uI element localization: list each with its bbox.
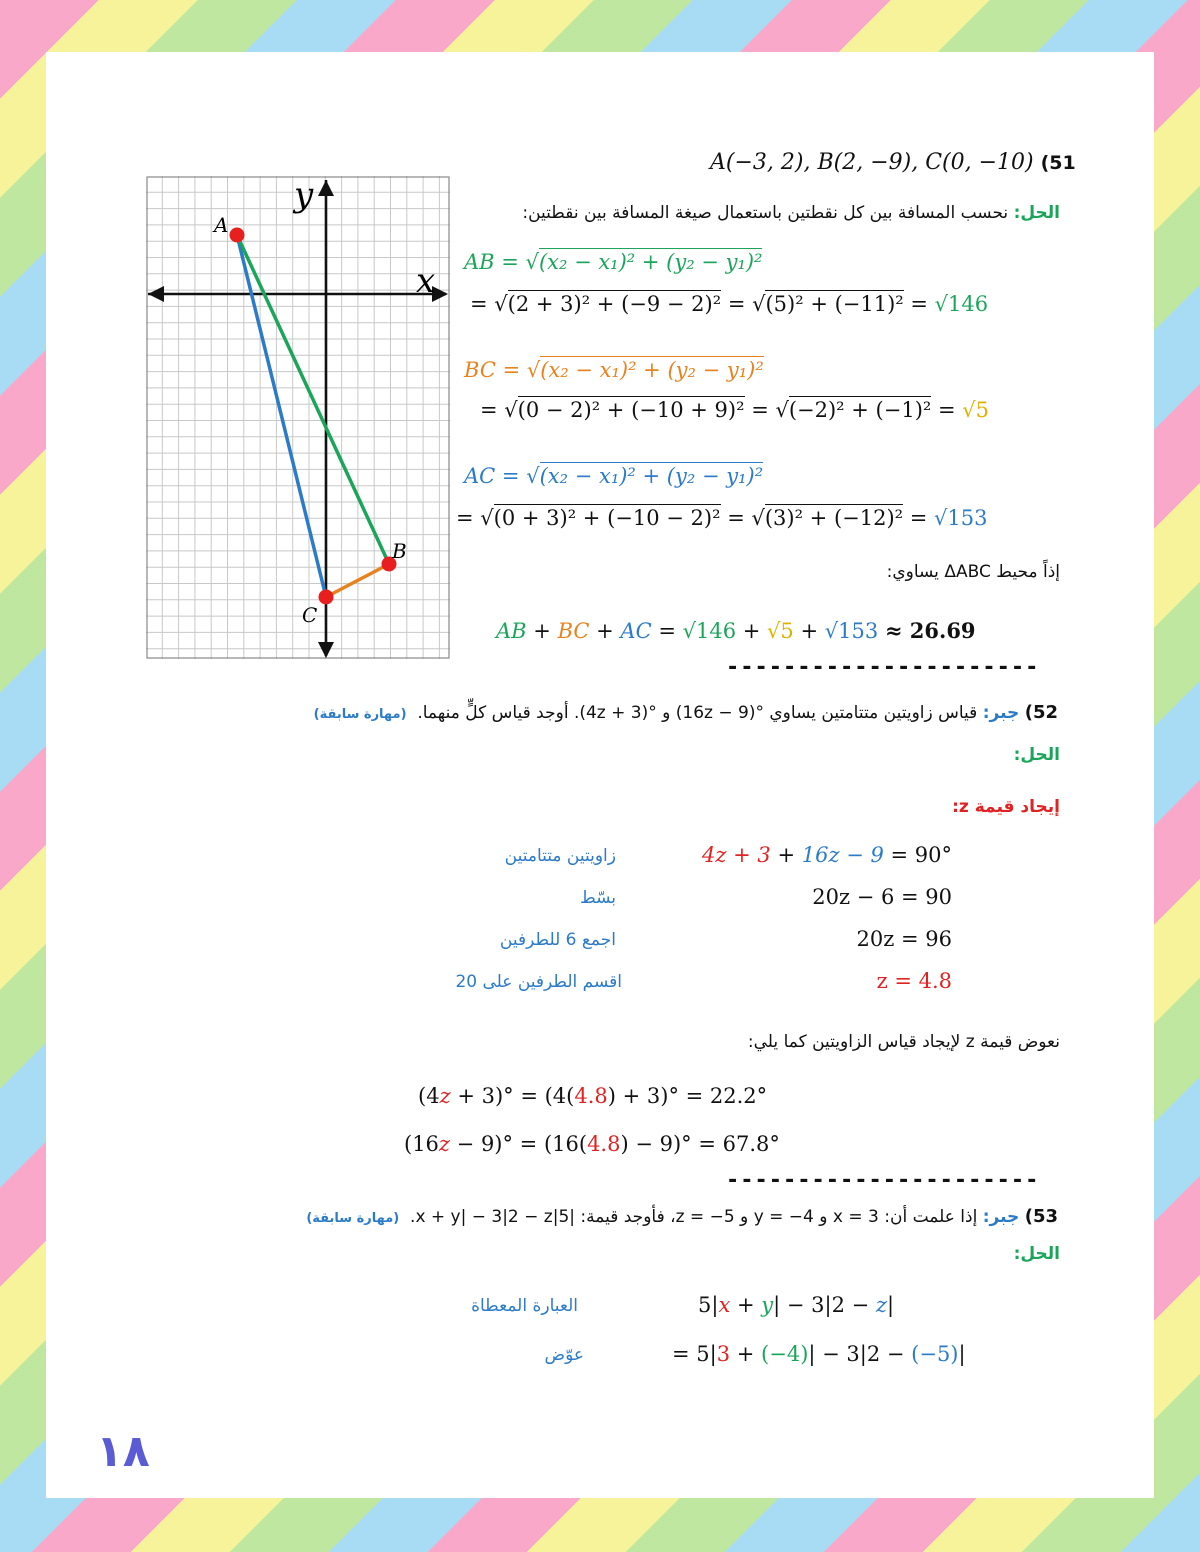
ab-calc-prefix: = √ — [470, 292, 508, 316]
bc-formula-radicand: (x₂ − x₁)² + (y₂ − y₁)² — [540, 358, 764, 382]
perimeter-text: إذاً محيط ΔABC يساوي: — [886, 562, 1060, 582]
problem52-step-4-eq: z = 4.8 — [876, 969, 952, 993]
ab-formula: AB = √(x₂ − x₁)² + (y₂ − y₁)² — [464, 250, 763, 274]
problem52-topic: جبر: — [982, 703, 1020, 723]
ab-calc-eq: = — [903, 292, 935, 316]
y-axis-label: y — [294, 176, 314, 215]
ab-calc-radicand2: (5)² + (−11)² — [765, 292, 904, 316]
perimeter-sqrt153: √153 — [824, 619, 879, 643]
problem53-statement-line — [306, 1206, 1058, 1227]
perimeter-sqrt5: √5 — [767, 619, 794, 643]
problem53-statement: إذا علمت أن: x = 3 و y = −4 و z = −5، فأوجد قيمة: |5|x + y| − 3|2 − z. — [410, 1207, 978, 1227]
problem51-number: (51 — [1040, 152, 1076, 174]
ac-calc-radicand1: (0 + 3)² + (−10 − 2)² — [493, 506, 721, 530]
page-number: ١٨ — [96, 1426, 150, 1477]
perimeter-sqrt146: √146 — [682, 619, 737, 643]
problem52-step-3-eq: 20z = 96 — [856, 927, 952, 951]
ab-formula-lhs: AB = — [464, 250, 526, 274]
bc-calc-prefix: = √ — [480, 398, 518, 422]
perimeter-ab: AB — [496, 619, 527, 643]
problem52-statement-line — [314, 702, 1058, 723]
problem52-statement: قياس زاويتين متتامتين يساوي °(9 − 16z) و °(4z + 3). أوجد قياس كلٍّ منهما. — [417, 703, 978, 723]
ac-calc-eq: = — [903, 506, 935, 530]
bc-calc-radicand1: (0 − 2)² + (−10 + 9)² — [517, 398, 745, 422]
bc-result: √5 — [962, 398, 990, 422]
y-axis-arrow-top — [318, 180, 334, 196]
ac-formula: AC = √(x₂ − x₁)² + (y₂ − y₁)² — [464, 464, 764, 488]
perimeter-equation: AB + BC + AC = √146 + √5 + √153 ≈ 26.69 — [496, 618, 976, 643]
problem53-step-2-note: عوّض — [544, 1345, 584, 1365]
problem52-step-4-note: اقسم الطرفين على 20 — [455, 972, 622, 992]
ac-calculation — [456, 506, 988, 530]
problem52-angle-1: (4z + 3)° = (4(4.8) + 3)° = 22.2° — [418, 1084, 768, 1108]
separator-1: ---------------------- — [726, 655, 1040, 680]
x-axis-label: x — [416, 261, 436, 301]
problem51-solution-label: الحل: — [1013, 203, 1060, 223]
ac-formula-lhs: AC = — [464, 464, 527, 488]
separator-2: ---------------------- — [726, 1168, 1040, 1193]
problem51-points — [710, 150, 1076, 175]
ab-calc-radicand1: (2 + 3)² + (−9 − 2)² — [507, 292, 722, 316]
problem51-points-text: A(−3, 2), B(2, −9), C(0, −10) — [710, 150, 1034, 175]
problem52-step-2-eq: 20z − 6 = 90 — [812, 885, 952, 909]
problem53-step-1-eq: 5|x + y| − 3|2 − z| — [698, 1293, 895, 1317]
problem53-topic: جبر: — [982, 1207, 1020, 1227]
problem52-skill-badge: (مهارة سابقة) — [313, 707, 407, 722]
ab-formula-radicand: (x₂ − x₁)² + (y₂ − y₁)² — [538, 250, 763, 274]
problem53-step-2-eq: = 5|3 + (−4)| − 3|2 − (−5)| — [672, 1342, 966, 1366]
ac-calc-prefix: = √ — [456, 506, 494, 530]
perimeter-ac: AC — [620, 619, 652, 643]
problem52-step-2-note: بسّط — [579, 888, 616, 908]
point-C — [319, 590, 334, 605]
segment-AC — [237, 235, 326, 597]
bc-calculation — [480, 398, 989, 422]
ab-calc-mid: = √ — [721, 292, 766, 316]
point-C-label: C — [302, 603, 318, 627]
graph-grid — [146, 176, 450, 659]
perimeter-approx: ≈ 26.69 — [884, 618, 976, 643]
perimeter-bc: BC — [557, 619, 590, 643]
problem52-solution-label: الحل: — [1013, 745, 1060, 765]
point-A — [230, 228, 245, 243]
point-A-label: A — [214, 213, 229, 237]
x-axis-arrow-left — [148, 286, 164, 302]
bc-calc-mid: = √ — [744, 398, 789, 422]
point-B-label: B — [392, 539, 407, 563]
problem51-intro-line — [522, 203, 1060, 223]
problem52-angle-2: (16z − 9)° = (16(4.8) − 9)° = 67.8° — [404, 1132, 780, 1156]
ac-result: √153 — [934, 506, 988, 530]
ac-formula-radicand: (x₂ − x₁)² + (y₂ − y₁)² — [539, 464, 764, 488]
y-axis-arrow-bottom — [318, 642, 334, 658]
problem53-number: 53) — [1024, 1206, 1058, 1227]
problem53-step-1-note: العبارة المعطاة — [471, 1296, 578, 1316]
problem51-intro: نحسب المسافة بين كل نقطتين باستعمال صيغة المسافة بين نقطتين: — [522, 203, 1009, 223]
problem52-find-z: إيجاد قيمة z: — [952, 797, 1060, 817]
problem52-number: 52) — [1024, 702, 1058, 723]
problem52-substitute-text: نعوض قيمة z لإيجاد قياس الزاويتين كما يلي: — [747, 1032, 1060, 1052]
coordinate-graph — [146, 176, 450, 659]
bc-formula-lhs: BC = — [464, 358, 527, 382]
ac-calc-radicand2: (3)² + (−12)² — [764, 506, 904, 530]
problem52-step-3-note: اجمع 6 للطرفين — [499, 930, 616, 950]
ab-calculation — [470, 292, 988, 316]
bc-calc-radicand2: (−2)² + (−1)² — [788, 398, 932, 422]
problem52-step-1-eq: 4z + 3 + 16z − 9 = 90° — [702, 843, 952, 867]
problem52-step-1-note: زاويتين متتامتين — [504, 846, 616, 866]
problem53-solution-label: الحل: — [1013, 1244, 1060, 1264]
problem53-skill-badge: (مهارة سابقة) — [306, 1211, 400, 1226]
bc-calc-eq: = — [931, 398, 963, 422]
ab-result: √146 — [934, 292, 989, 316]
ac-calc-mid: = √ — [720, 506, 765, 530]
bc-formula: BC = √(x₂ − x₁)² + (y₂ − y₁)² — [464, 358, 764, 382]
